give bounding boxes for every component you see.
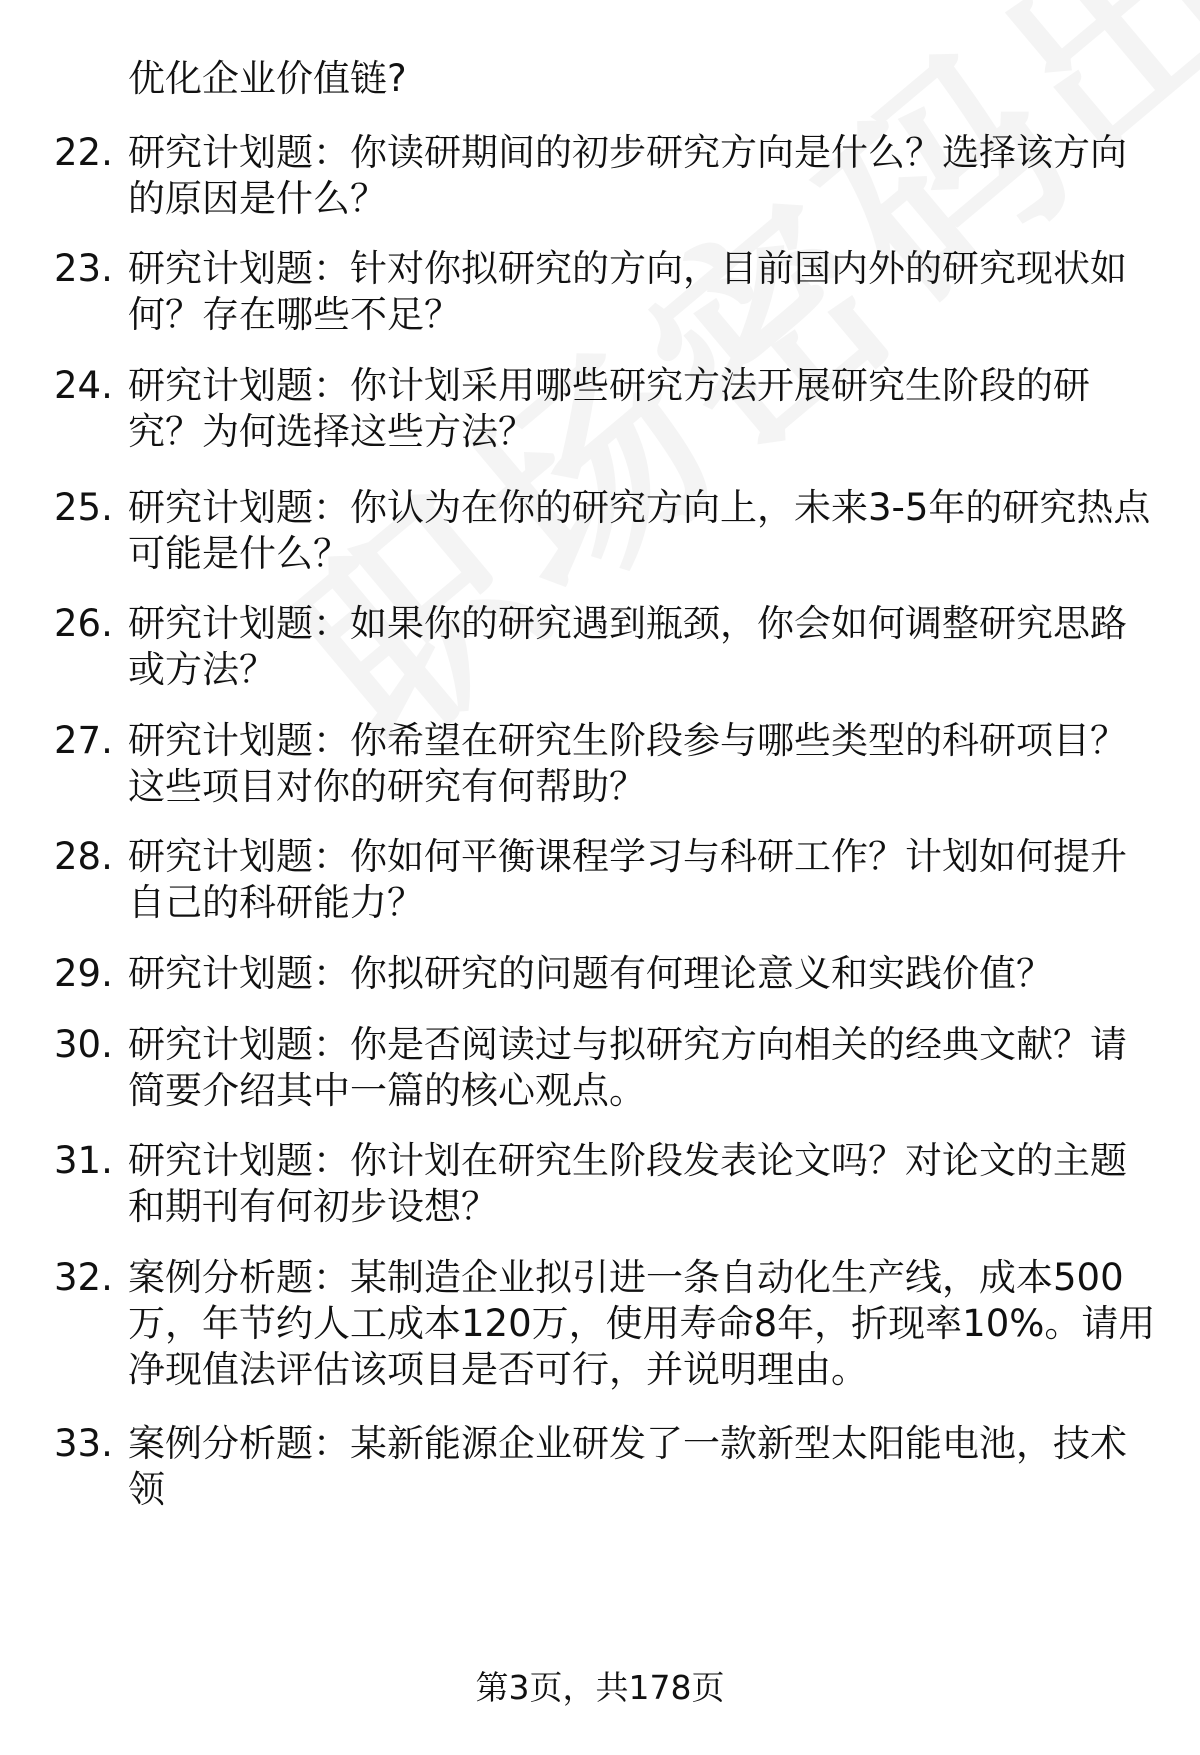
question-text: 研究计划题：你计划采用哪些研究方法开展研究生阶段的研究？为何选择这些方法？ xyxy=(128,364,1090,453)
question-text: 案例分析题：某制造企业拟引进一条自动化生产线，成本500万，年节约人工成本120万，使用寿命8年，折现率10%。请用净现值法评估该项目是否可行，并说明理由。 xyxy=(128,1256,1156,1391)
question-text: 研究计划题：你计划在研究生阶段发表论文吗？对论文的主题和期刊有何初步设想？ xyxy=(128,1139,1127,1228)
question-text: 研究计划题：你如何平衡课程学习与科研工作？计划如何提升自己的科研能力？ xyxy=(128,835,1127,924)
question-number: 28. xyxy=(54,835,113,878)
question-number: 33. xyxy=(54,1422,113,1465)
question-text: 研究计划题：你读研期间的初步研究方向是什么？选择该方向的原因是什么？ xyxy=(128,131,1127,220)
question-number: 25. xyxy=(54,486,113,529)
question-text: 研究计划题：你拟研究的问题有何理论意义和实践价值？ xyxy=(128,952,1053,995)
question-text: 研究计划题：你认为在你的研究方向上，未来3-5年的研究热点可能是什么？ xyxy=(128,486,1151,575)
question-number: 24. xyxy=(54,364,113,407)
question-number: 31. xyxy=(54,1139,113,1182)
question-text: 研究计划题：针对你拟研究的方向，目前国内外的研究现状如何？存在哪些不足？ xyxy=(128,247,1127,336)
question-number: 27. xyxy=(54,719,113,762)
question-number: 30. xyxy=(54,1023,113,1066)
question-text: 研究计划题：你希望在研究生阶段参与哪些类型的科研项目？这些项目对你的研究有何帮助？ xyxy=(128,719,1127,808)
question-number: 26. xyxy=(54,602,113,645)
question-text: 研究计划题：如果你的研究遇到瓶颈，你会如何调整研究思路或方法？ xyxy=(128,602,1127,691)
question-text: 案例分析题：某新能源企业研发了一款新型太阳能电池，技术领 xyxy=(128,1422,1127,1511)
page-footer: 第3页，共178页 xyxy=(475,1668,725,1707)
question-text: 优化企业价值链? xyxy=(128,57,407,100)
question-number: 32. xyxy=(54,1256,113,1299)
question-text: 研究计划题：你是否阅读过与拟研究方向相关的经典文献？请简要介绍其中一篇的核心观点。 xyxy=(128,1023,1127,1112)
question-number: 22. xyxy=(54,131,113,174)
question-number: 29. xyxy=(54,952,113,995)
question-number: 23. xyxy=(54,247,113,290)
